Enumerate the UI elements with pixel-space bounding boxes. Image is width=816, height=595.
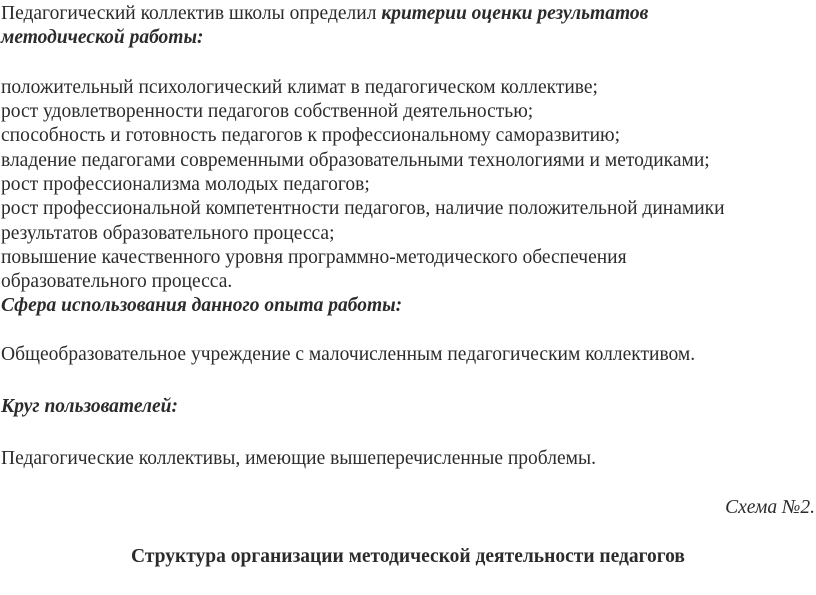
criteria-item: способность и готовность педагогов к профессиональному саморазвитию; [1, 125, 620, 146]
intro-line-1 [1, 2, 648, 26]
sphere-text: Общеобразовательное учреждение с малочисленным педагогическим коллективом. [1, 344, 696, 365]
users-text: Педагогические коллективы, имеющие вышеперечисленные проблемы. [1, 448, 596, 469]
scheme-title: Структура организации методической деятельности педагогов [131, 546, 685, 567]
criteria-item: рост профессиональной компетентности педагогов, наличие положительной динамики [1, 198, 725, 219]
users-heading: Круг пользователей: [1, 396, 178, 417]
sphere-heading: Сфера использования данного опыта работы: [1, 295, 403, 316]
criteria-item: результатов образовательного процесса; [1, 223, 335, 244]
criteria-item: образовательного процесса. [1, 271, 233, 292]
criteria-item: повышение качественного уровня программно-методического обеспечения [1, 247, 627, 268]
intro-emphasis-2: методической работы: [1, 27, 204, 48]
scheme-label: Схема №2. [725, 497, 815, 518]
criteria-item: владение педагогами современными образовательными технологиями и методиками; [1, 150, 710, 171]
criteria-item: рост профессионализма молодых педагогов; [1, 174, 370, 195]
intro-emphasis-1: критерии оценки результатов [381, 3, 649, 24]
criteria-item: рост удовлетворенности педагогов собственной деятельностью; [1, 101, 534, 122]
intro-lead: Педагогический коллектив школы определил [1, 3, 382, 24]
criteria-item: положительный психологический климат в педагогическом коллективе; [1, 77, 598, 98]
